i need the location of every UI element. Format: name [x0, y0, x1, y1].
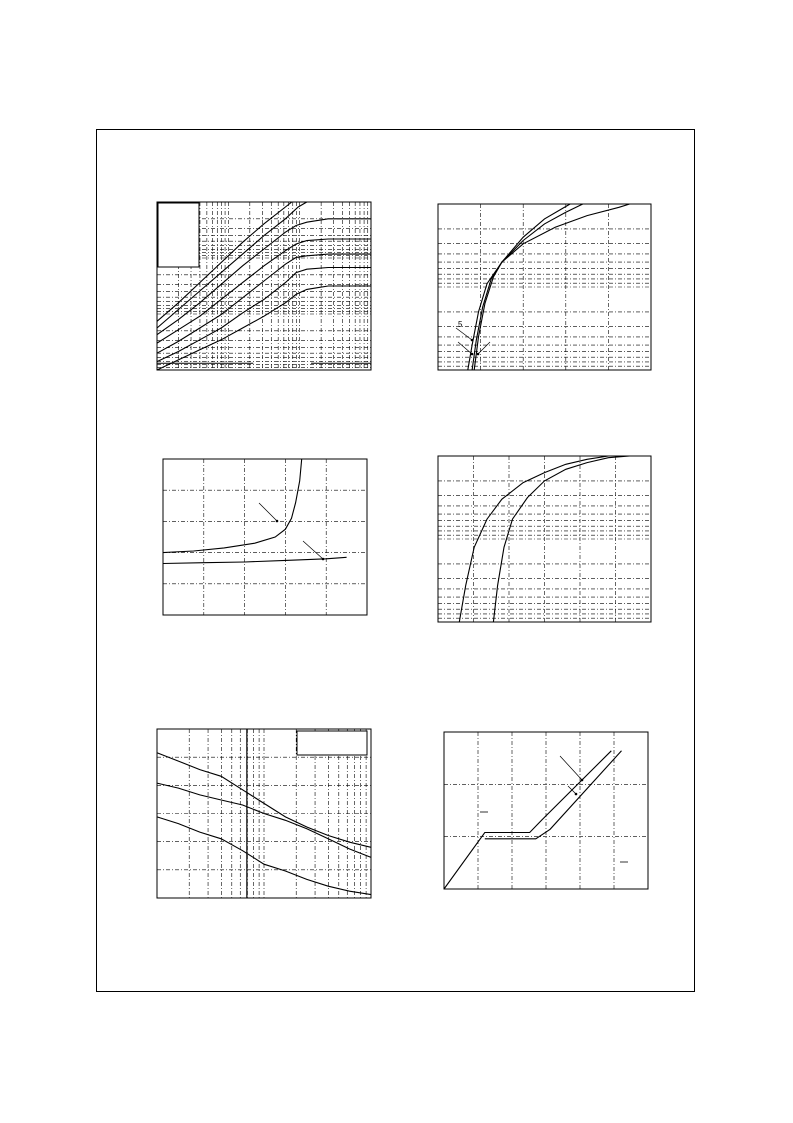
chart-5 [157, 729, 371, 898]
annotation-arrow [478, 342, 490, 354]
arrow-head [471, 339, 474, 342]
series-2-line [485, 751, 622, 839]
annotation-arrow [259, 503, 277, 521]
arrow-head [322, 558, 325, 561]
chart-1 [157, 202, 371, 370]
plot-border [163, 459, 367, 615]
series-1-line [163, 459, 302, 553]
series-1-line [459, 456, 608, 622]
chart-2 [438, 204, 651, 370]
annotation-arrow [458, 342, 472, 354]
legend-box [297, 731, 367, 755]
legend-box [158, 203, 199, 267]
chart-3 [163, 459, 367, 615]
series-1-line [444, 751, 611, 889]
chart-6 [444, 732, 648, 889]
series-2-line [163, 557, 347, 563]
annotation-arrow [560, 756, 582, 780]
annotation-label: 5 [458, 320, 463, 329]
arrow-head [575, 793, 578, 796]
annotation-arrow [303, 541, 323, 559]
arrow-head [477, 353, 480, 356]
chart-4 [438, 456, 651, 622]
arrow-head [581, 779, 584, 782]
annotation-arrow [456, 328, 472, 340]
arrow-head [276, 520, 279, 523]
series-3-line [157, 254, 371, 353]
arrow-head [471, 353, 474, 356]
